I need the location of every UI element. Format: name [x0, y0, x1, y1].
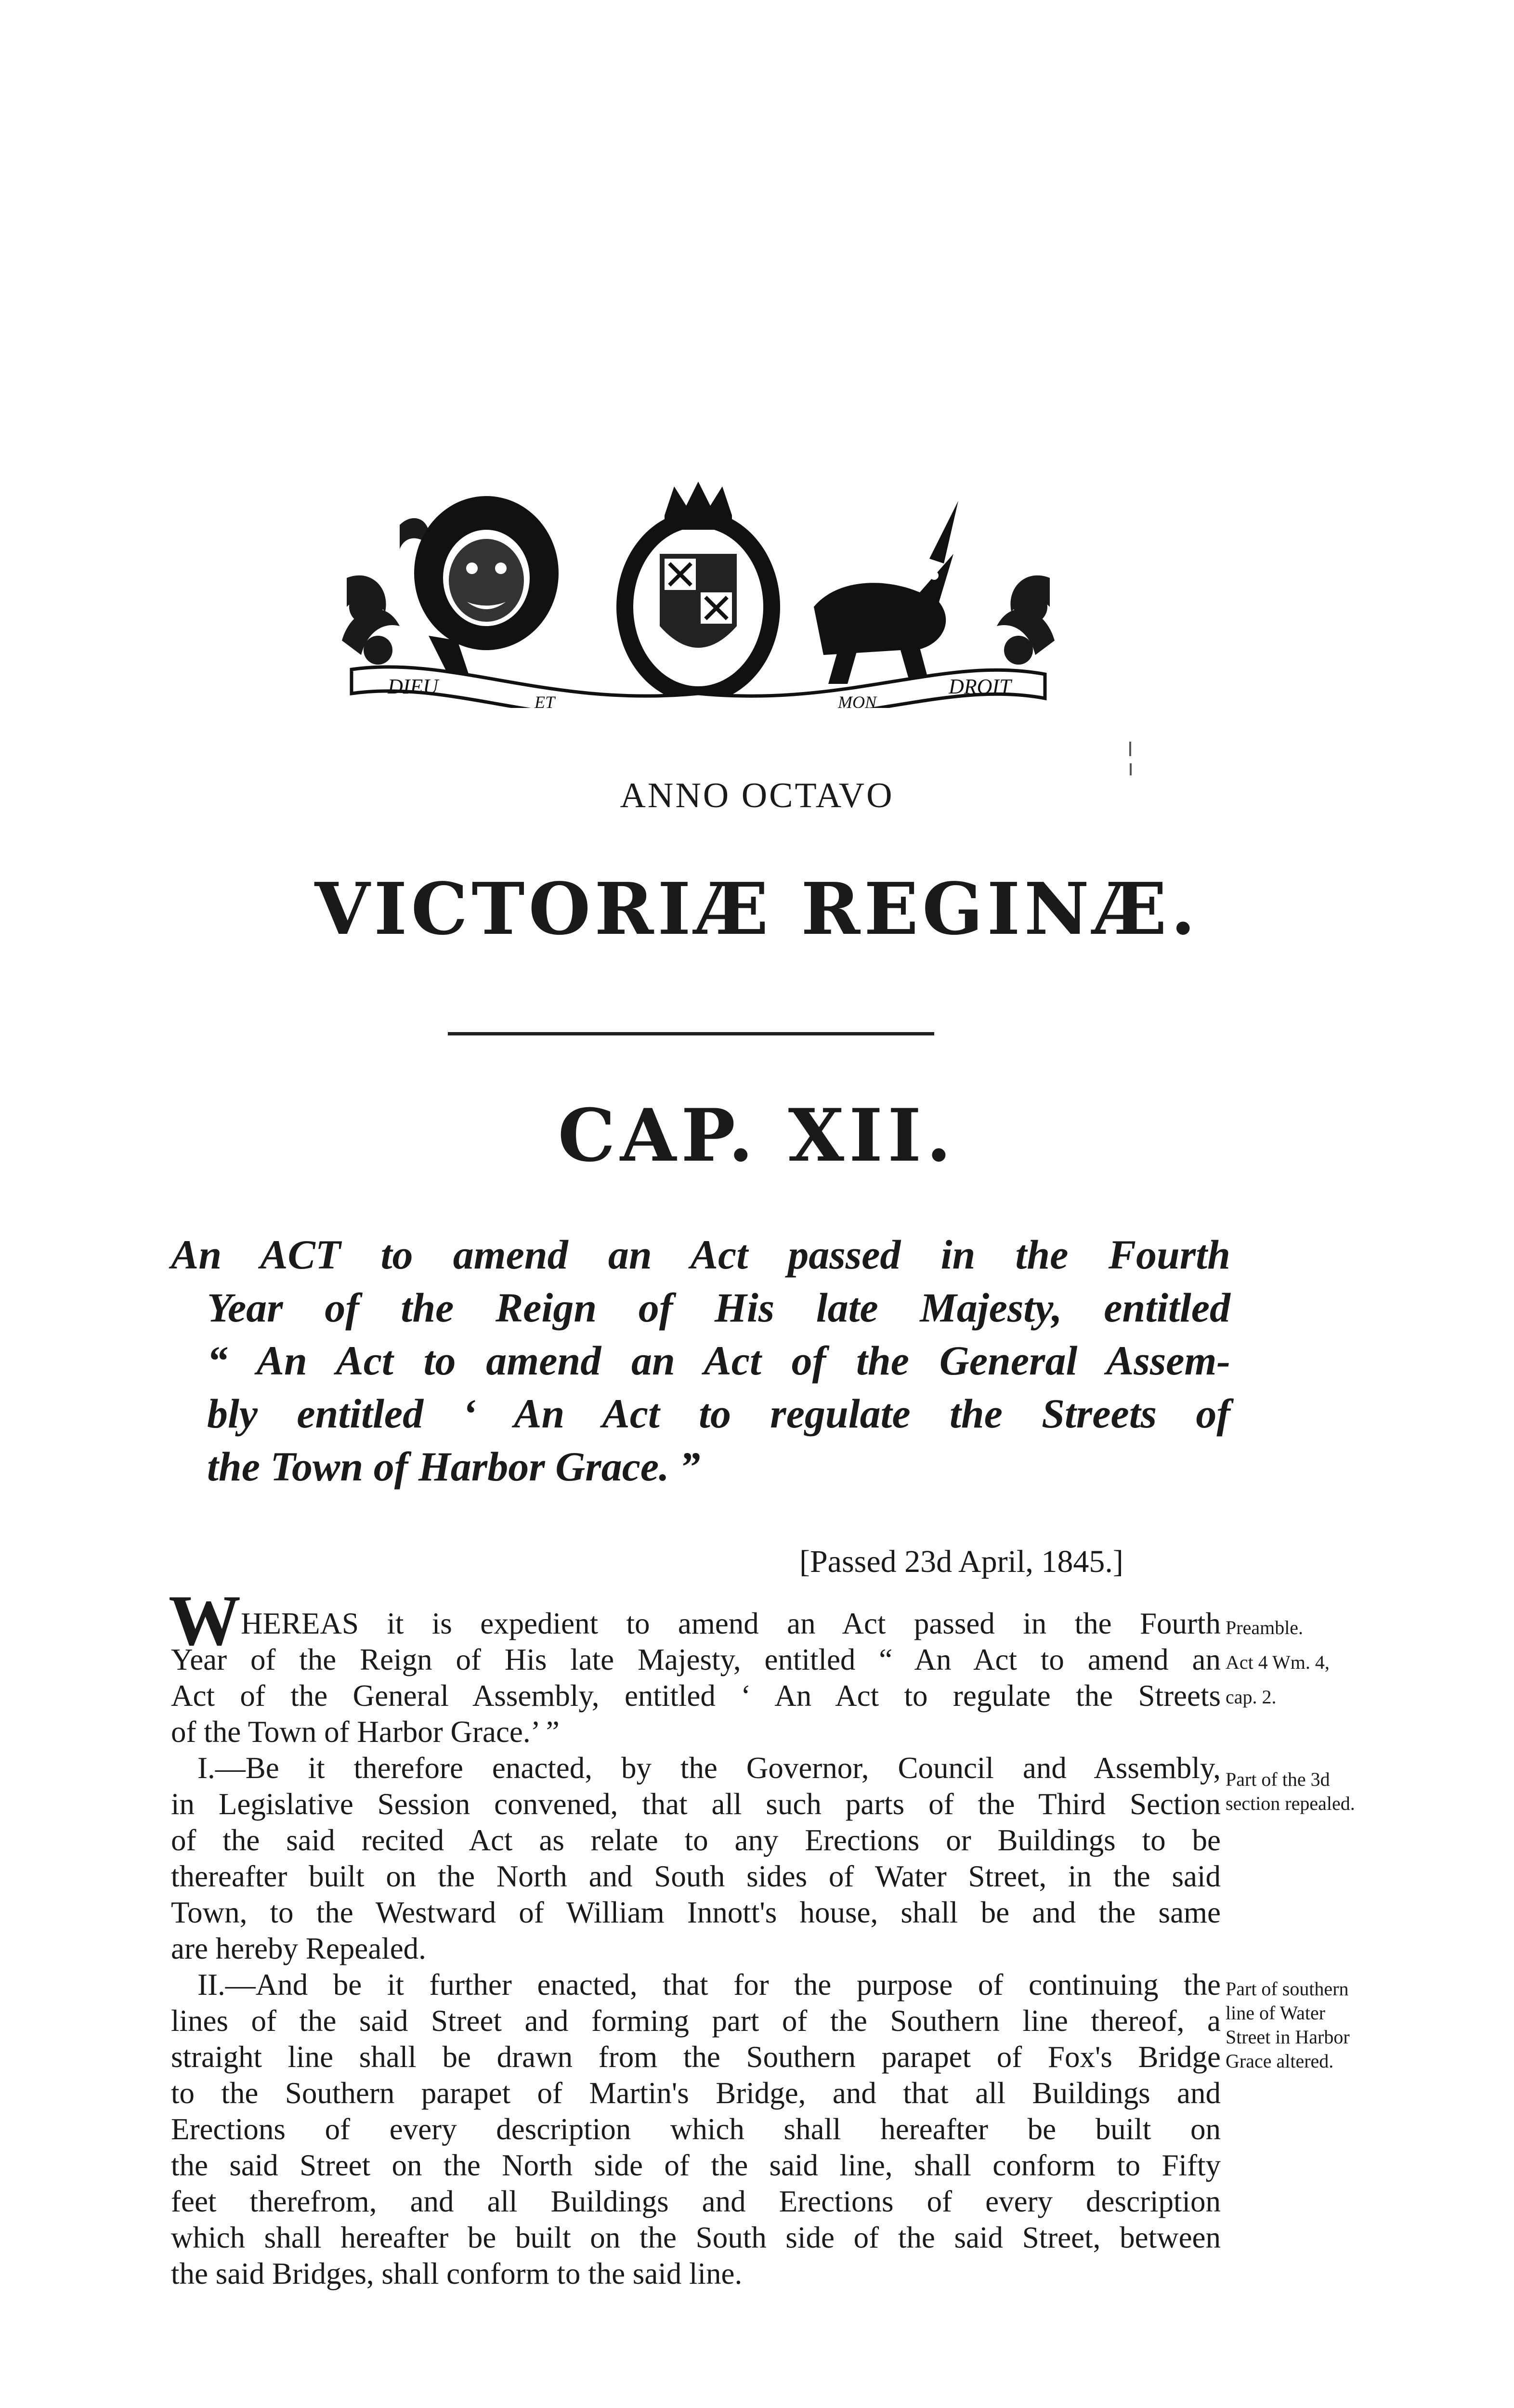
body-line: to the Southern parapet of Martin's Bridge, and that all Buildings and: [171, 2076, 1221, 2110]
royal-coat-of-arms: [332, 482, 1064, 708]
margin-note-section-one: [1226, 1767, 1418, 1816]
margin-note-line: Preamble.: [1226, 1617, 1304, 1638]
body-line: straight line shall be drawn from the Southern parapet of Fox's Bridge: [171, 2040, 1221, 2074]
margin-note-line: Act 4 Wm. 4,: [1226, 1651, 1330, 1673]
act-title-line: bly entitled ‘ An Act to regulate the Streets of: [207, 1390, 1230, 1437]
body-line: Year of the Reign of His late Majesty, entitled “ An Act to amend an: [171, 1643, 1221, 1676]
body-line: Act of the General Assembly, entitled ‘ An Act to regulate the Streets: [171, 1679, 1221, 1713]
stray-mark: [1129, 742, 1132, 780]
body-line: Erections of every description which shall hereafter be built on: [171, 2112, 1221, 2146]
motto-droit: DROIT: [949, 675, 1011, 698]
body-line: II.—And be it further enacted, that for the purpose of continuing the: [197, 1968, 1221, 2002]
margin-note-line: section repealed.: [1226, 1793, 1355, 1814]
body-line: thereafter built on the North and South sides of Water Street, in the said: [171, 1859, 1221, 1893]
body-line: of the said recited Act as relate to any Erections or Buildings to be: [171, 1823, 1221, 1857]
motto-et: ET: [535, 693, 555, 708]
body-line: which shall hereafter be built on the South side of the said Street, between: [171, 2221, 1221, 2254]
body-line: I.—Be it therefore enacted, by the Governor, Council and Assembly,: [197, 1751, 1221, 1785]
body-line: HEREAS it is expedient to amend an Act passed in the Fourth: [241, 1607, 1221, 1640]
anno-heading: ANNO OCTAVO: [620, 776, 894, 815]
act-title-line: “ An Act to amend an Act of the General Assem-: [207, 1337, 1230, 1384]
act-title: [171, 1228, 1230, 1493]
act-title-line: the Town of Harbor Grace. ”: [207, 1443, 701, 1490]
margin-note-line: cap. 2.: [1226, 1686, 1277, 1708]
margin-note-line: Grace altered.: [1226, 2050, 1334, 2072]
passed-date: [Passed 23d April, 1845.]: [799, 1544, 1123, 1579]
body-line: in Legislative Session convened, that all such parts of the Third Section: [171, 1787, 1221, 1821]
body-line: the said Bridges, shall conform to the said line.: [171, 2257, 743, 2290]
body-line: Town, to the Westward of William Innott's house, shall be and the same: [171, 1896, 1221, 1929]
drop-cap: W: [169, 1581, 241, 1661]
motto-mon: MON: [838, 693, 876, 708]
divider-rule: [448, 1032, 934, 1035]
regnal-heading: VICTORIÆ REGINÆ.: [314, 867, 1200, 951]
motto-dieu: DIEU: [388, 675, 439, 698]
margin-note-preamble: [1226, 1616, 1418, 1709]
body-line: feet therefrom, and all Buildings and Erections of every description: [171, 2185, 1221, 2218]
chapter-heading: CAP. XII.: [558, 1093, 956, 1178]
margin-note-section-two: [1226, 1977, 1418, 2073]
act-title-line: Year of the Reign of His late Majesty, entitled: [207, 1284, 1230, 1331]
body-line: of the Town of Harbor Grace.’ ”: [171, 1715, 560, 1749]
act-title-line: An ACT to amend an Act passed in the Fourth: [171, 1231, 1230, 1278]
margin-note-line: Street in Harbor: [1226, 2026, 1350, 2048]
margin-note-line: line of Water: [1226, 2002, 1326, 2024]
body-line: are hereby Repealed.: [171, 1932, 426, 1965]
body-line: the said Street on the North side of the said line, shall conform to Fifty: [171, 2148, 1221, 2182]
margin-note-line: Part of southern: [1226, 1978, 1349, 2000]
margin-note-line: Part of the 3d: [1226, 1768, 1330, 1790]
body-line: lines of the said Street and forming part of the Southern line thereof, a: [171, 2004, 1221, 2038]
